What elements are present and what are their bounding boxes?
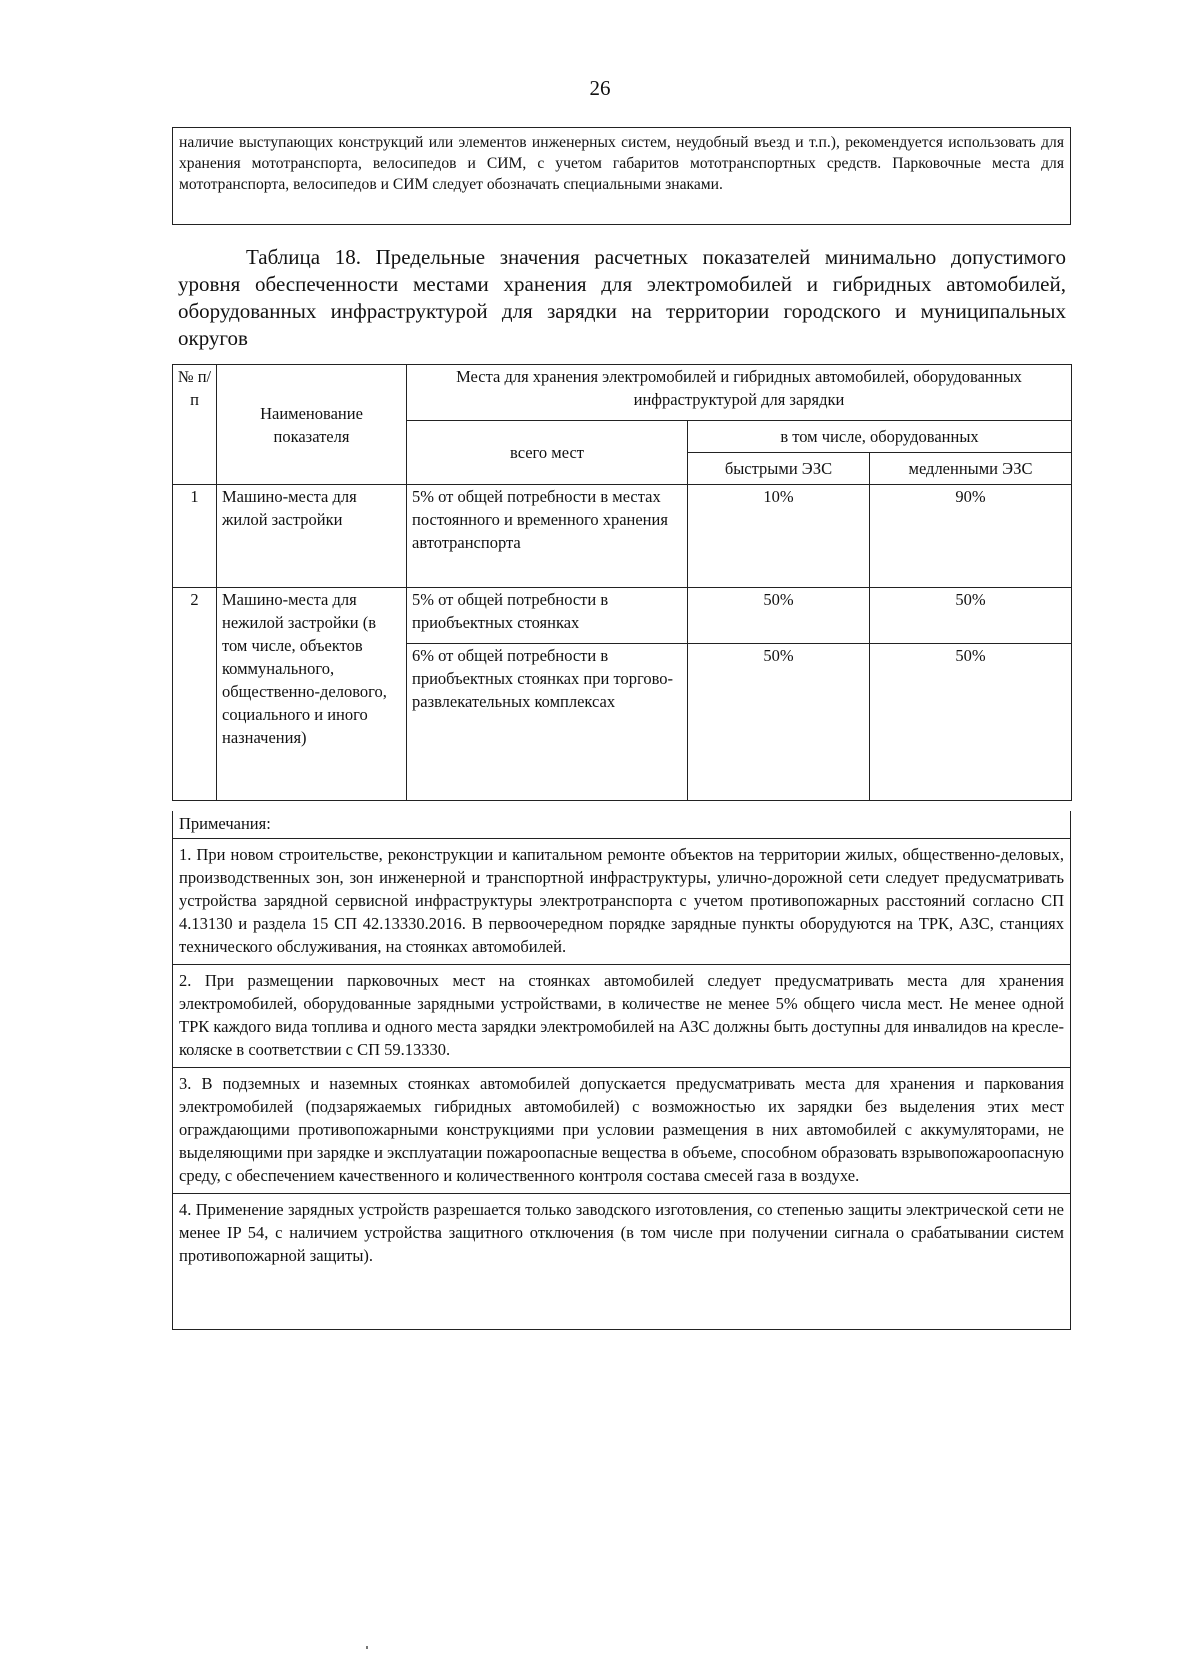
row-fast: 50%	[688, 588, 870, 644]
page-number: 26	[589, 76, 611, 100]
header-including: в том числе, оборудованных	[688, 421, 1072, 453]
header-slow: медленными ЭЗС	[870, 453, 1072, 485]
note-item: 3. В подземных и наземных стоянках автомобилей допускается предусматривать места для хранения и паркования электромобилей (подзаряжаемых гибридных автомобилей) с возможностью их зарядки без выделения этих мест ограждающими противопожарными конструкциями при условии размещения в них автомобилей с аккумуляторами, не выделяющими при зарядке и эксплуатации пожароопасные вещества в объеме, способном образовать взрывопожароопасную среду, с обеспечением качественного и количественного контроля состава смесей газа в воздухе.	[173, 1068, 1070, 1194]
row-total: 5% от общей потребности в местах постоянного и временного хранения автотранспорта	[407, 485, 688, 588]
table-title: Таблица 18. Предельные значения расчетных показателей минимально допустимого уровня обеспеченности местами хранения для электромобилей и гибридных автомобилей, оборудованных инфраструктурой для зарядки на территории городского и муниципальных округов	[178, 245, 1066, 350]
table-row	[173, 485, 1072, 588]
note-item: 1. При новом строительстве, реконструкции и капитальном ремонте объектов на территории жилых, общественно-деловых, производственных зон, зон инженерной и транспортной инфраструктуры, улично-дорожной сети следует предусматривать устройства зарядной сервисной инфраструктуры электротранспорта с учетом противопожарных расстояний согласно СП 4.13130 и раздела 15 СП 42.13330.2016. В первоочередном порядке зарядные пункты оборудуются на ТРК, АЗС, станциях технического обслуживания, на стоянках автомобилей.	[173, 839, 1070, 965]
notes-section	[172, 811, 1071, 1330]
header-name: Наименование показателя	[217, 365, 407, 485]
standards-table	[172, 364, 1072, 801]
row-total: 5% от общей потребности в приобъектных стоянках	[407, 588, 688, 644]
header-num: № п/п	[173, 365, 217, 485]
note-item: 4. Применение зарядных устройств разрешается только заводского изготовления, со степенью защиты электрической сети не менее IP 54, с наличием устройства защитного отключения (в том числе при получении сигнала о срабатывании систем противопожарной защиты).	[179, 1200, 1064, 1265]
row-fast: 10%	[688, 485, 870, 588]
row-total: 6% от общей потребности в приобъектных стоянках при торгово-развлекательных комплексах	[407, 644, 688, 801]
row-slow: 50%	[870, 644, 1072, 801]
note-item: 2. При размещении парковочных мест на стоянках автомобилей следует предусматривать места для хранения электромобилей, оборудованные зарядными устройствами, в количестве не менее 5% общего числа мест. Не менее одной ТРК каждого вида топлива и одного места зарядки электромобилей на АЗС должны быть доступны для инвалидов на кресле-коляске в соответствии с СП 59.13330.	[173, 965, 1070, 1068]
row-fast: 50%	[688, 644, 870, 801]
header-group: Места для хранения электромобилей и гибридных автомобилей, оборудованных инфраструктурой для зарядки	[407, 365, 1072, 421]
row-num: 2	[173, 588, 217, 801]
scan-speck	[366, 1646, 368, 1649]
header-total: всего мест	[407, 421, 688, 485]
table-header-row	[173, 365, 1072, 421]
table-row	[173, 588, 1072, 644]
row-slow: 90%	[870, 485, 1072, 588]
row-name: Машино-места для жилой застройки	[217, 485, 407, 588]
header-fast: быстрыми ЭЗС	[688, 453, 870, 485]
notes-heading: Примечания:	[173, 811, 1070, 839]
row-name: Машино-места для нежилой застройки (в том числе, объектов коммунального, общественно-делового, социального и иного назначения)	[217, 588, 407, 801]
continuation-paragraph: наличие выступающих конструкций или элементов инженерных систем, неудобный въезд и т.п.), рекомендуется использовать для хранения мототранспорта, велосипедов и СИМ, с учетом габаритов мототранспортных средств. Парковочные места для мототранспорта, велосипедов и СИМ следует обозначать специальными знаками.	[172, 127, 1071, 225]
row-slow: 50%	[870, 588, 1072, 644]
row-num: 1	[173, 485, 217, 588]
